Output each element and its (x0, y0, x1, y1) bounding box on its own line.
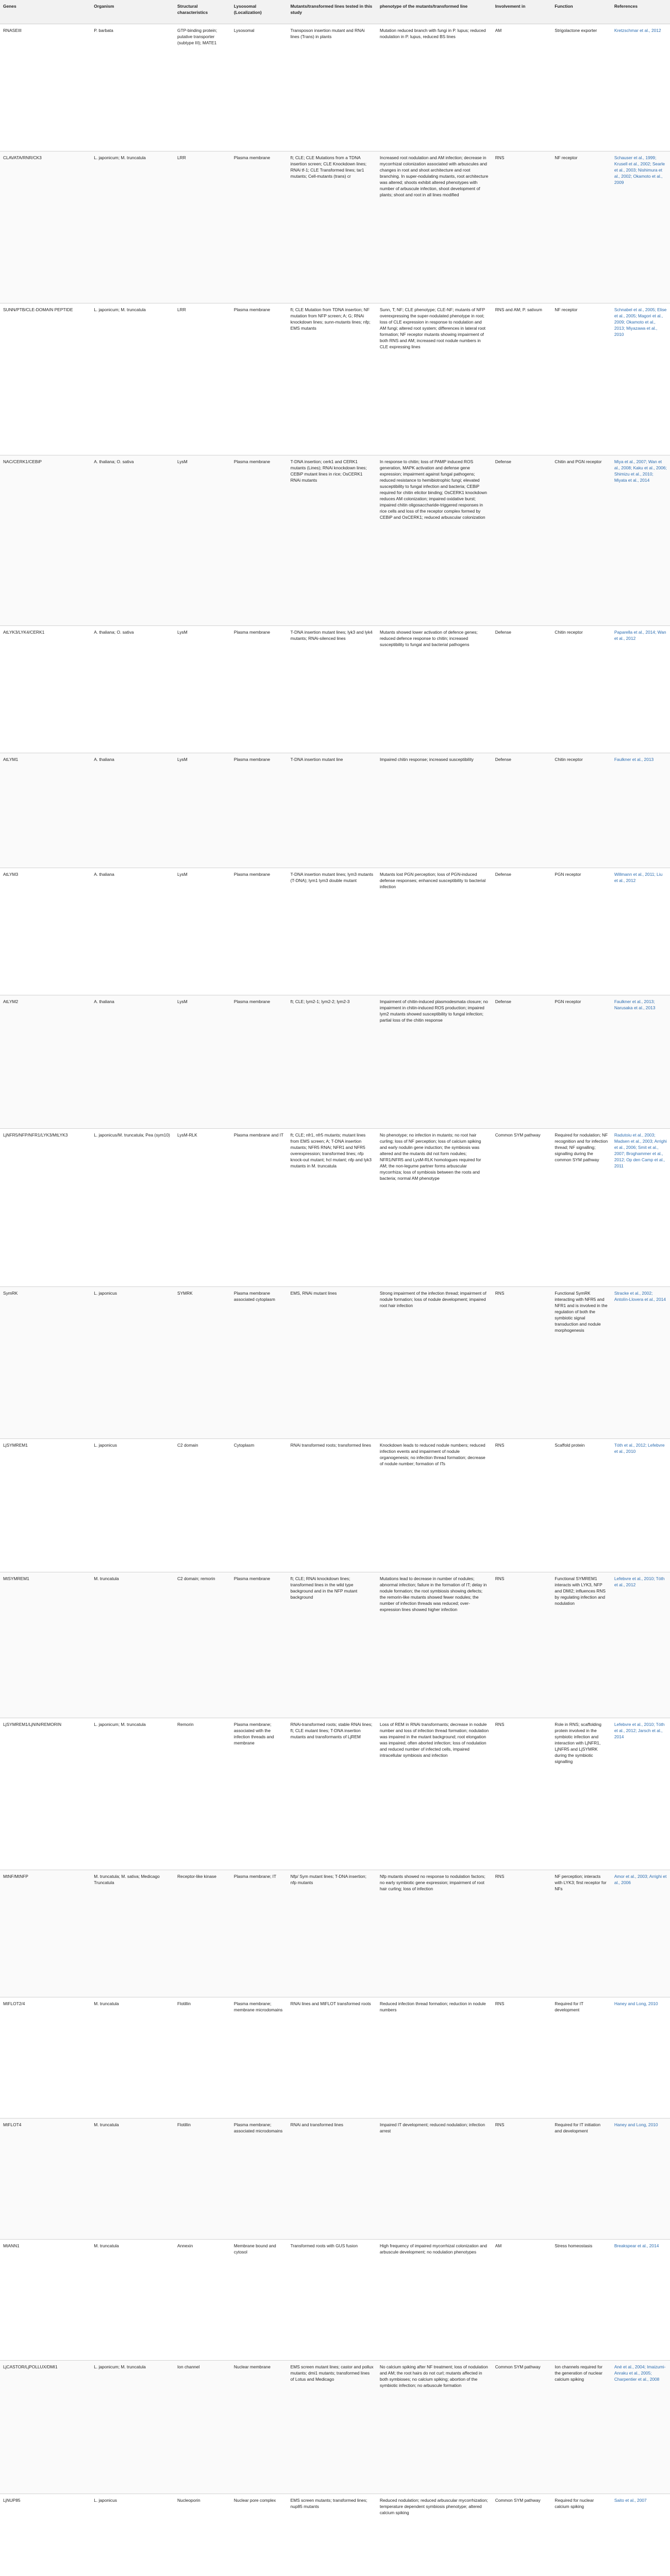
phenotype-cell: Mutations lead to decrease in number of nodules; abnormal infection; failure in the formation of IT; delay in nodule formation; the root symbiosis showing defects; the remorin-like mutants showed fewer nodules; the number of infection threads was reduced; over-expression lines showed higher infection (377, 1572, 492, 1718)
table-row (0, 753, 670, 868)
references-cell[interactable]: Willmann et al., 2011; Liu et al., 2012 (611, 868, 670, 995)
structure-cell: LysM (174, 455, 231, 626)
function-cell: Scaffold protein (551, 1439, 611, 1572)
structure-cell: Nucleoporin (174, 2494, 231, 2576)
function-cell: Chitin receptor (551, 626, 611, 753)
function-cell: NF receptor (551, 303, 611, 455)
function-cell: Required for nodulation; NF recognition and for infection thread; NF signalling; signalling during the common SYM pathway (551, 1129, 611, 1287)
mutants-cell: Transformed roots with GUS fusion (288, 2240, 377, 2361)
column-header: References (611, 0, 670, 24)
references-cell[interactable]: Faulkner et al., 2013; Narusaka et al., 2013 (611, 995, 670, 1129)
function-cell: Required for IT development (551, 1997, 611, 2119)
phenotype-cell: Impaired IT development; reduced nodulation; infection arrest (377, 2119, 492, 2240)
phenotype-cell: Mutants lost PGN perception; loss of PGN-induced defense responses; enhanced susceptibility to bacterial infection (377, 868, 492, 995)
localization-cell: Membrane bound and cytosol (231, 2240, 288, 2361)
structure-cell: Remorin (174, 1718, 231, 1870)
table-row (0, 303, 670, 455)
gene-cell: LjNUP85 (0, 2494, 91, 2576)
phenotype-cell: Impaired chitin response; increased susceptibility (377, 753, 492, 868)
column-header: Lysosomal (Localization) (231, 0, 288, 24)
references-cell[interactable]: Saito et al., 2007 (611, 2494, 670, 2576)
mutants-cell: T-DNA insertion; cerk1 and CERK1 mutants (Lines); RNAi knockdown lines; CEBiP mutant lines in rice; OsCERK1 RNAi mutants (288, 455, 377, 626)
references-cell[interactable]: Miya et al., 2007; Wan et al., 2008; Kaku et al., 2006; Shimizu et al., 2010; Miyata et al., 2014 (611, 455, 670, 626)
localization-cell: Lysosomal (231, 24, 288, 151)
localization-cell: Nuclear pore complex (231, 2494, 288, 2576)
references-cell[interactable]: Lefebvre et al., 2010; Tóth et al., 2012 (611, 1572, 670, 1718)
structure-cell: C2 domain; remorin (174, 1572, 231, 1718)
table-row (0, 1718, 670, 1870)
structure-cell: SYMRK (174, 1287, 231, 1439)
references-cell[interactable]: Stracke et al., 2002; Antolín-Llovera et al., 2014 (611, 1287, 670, 1439)
column-header: Mutants/transformed lines tested in this study (288, 0, 377, 24)
mutants-cell: EMS screen mutant lines; castor and pollux mutants; dmi1 mutants; transformed lines of Lotus and Medicago (288, 2361, 377, 2494)
structure-cell: Receptor-like kinase (174, 1870, 231, 1997)
gene-cell: LjSYMREM1 (0, 1439, 91, 1572)
mutants-cell: EMS screen mutants; transformed lines; nup85 mutants (288, 2494, 377, 2576)
phenotype-cell: Sunn, T; NF; CLE phenotype; CLE-NF; mutants of NFP overexpressing the super-nodulated phenotype in root; loss of CLE expression in response to nodulation and AM fungi; altered root system; differences in lateral root formation; NF receptor mutants showing impairment of both RNS and AM; increased root nodule numbers in CLE expressing lines (377, 303, 492, 455)
structure-cell: LysM (174, 995, 231, 1129)
references-cell[interactable]: Kretzschmar et al., 2012 (611, 24, 670, 151)
organism-cell: L. japonicus (91, 1287, 174, 1439)
mutants-cell: ft; CLE; nfr1, nfr5 mutants; mutant lines from EMS screen; A; T-DNA insertion mutants; NFR5 RNAi; NFR1 and NFR5 overexpression; transformed lines; nfp knock-out mutant; hcl mutant; nfp and lyk3 mutants in M. truncatula (288, 1129, 377, 1287)
references-cell[interactable]: Haney and Long, 2010 (611, 2119, 670, 2240)
involvement-cell: Defense (492, 995, 552, 1129)
localization-cell: Nuclear membrane (231, 2361, 288, 2494)
function-cell: Ion channels required for the generation of nuclear calcium spiking (551, 2361, 611, 2494)
involvement-cell: Common SYM pathway (492, 1129, 552, 1287)
structure-cell: C2 domain (174, 1439, 231, 1572)
organism-cell: M. truncatula (91, 2119, 174, 2240)
involvement-cell: RNS (492, 1572, 552, 1718)
involvement-cell: Common SYM pathway (492, 2361, 552, 2494)
structure-cell: LRR (174, 151, 231, 303)
involvement-cell: RNS (492, 1718, 552, 1870)
mutants-cell: Nfp/ Sym mutant lines; T-DNA insertion; nfp mutants (288, 1870, 377, 1997)
column-header: Genes (0, 0, 91, 24)
involvement-cell: RNS (492, 1870, 552, 1997)
phenotype-cell: High frequency of impaired mycorrhizal colonization and arbuscule development; no nodulation phenotypes (377, 2240, 492, 2361)
organism-cell: M. truncatula; M. sativa; Medicago Truncatula (91, 1870, 174, 1997)
localization-cell: Plasma membrane (231, 753, 288, 868)
organism-cell: L. japonicum; M. truncatula (91, 151, 174, 303)
structure-cell: LysM (174, 626, 231, 753)
phenotype-cell: Knockdown leads to reduced nodule numbers; reduced infection events and impairment of nodule organogenesis; no infection thread formation; decrease of nodule number; formation of ITs (377, 1439, 492, 1572)
gene-cell: LjNFR5/NFP/NFR1/LYK3/MtLYK3 (0, 1129, 91, 1287)
organism-cell: L. japonicum; M. truncatula (91, 1718, 174, 1870)
column-header: Structural characteristics (174, 0, 231, 24)
column-header: Function (551, 0, 611, 24)
localization-cell: Plasma membrane (231, 455, 288, 626)
function-cell: NF receptor (551, 151, 611, 303)
gene-cell: AtLYM2 (0, 995, 91, 1129)
phenotype-cell: In response to chitin; loss of PAMP induced ROS generation, MAPK activation and defense gene expression; impairment against fungal pathogens; reduced resistance to hemibiotrophic fungi; elevated susceptibility to fungal infection and bacteria; CEBiP required for chitin elicitor binding; OsCERK1 knockdown reduces AM colonization; impaired oxidative burst; impaired chitin oligosaccharide-triggered responses in rice cells and loss of the receptor complex formed by CEBiP and OsCERK1; reduced arbuscular colonization (377, 455, 492, 626)
references-cell[interactable]: Amor et al., 2003; Arrighi et al., 2006 (611, 1870, 670, 1997)
involvement-cell: Defense (492, 626, 552, 753)
involvement-cell: RNS (492, 2119, 552, 2240)
gene-cell: MtANN1 (0, 2240, 91, 2361)
organism-cell: A. thaliana (91, 868, 174, 995)
involvement-cell: Defense (492, 753, 552, 868)
references-cell[interactable]: Schauser et al., 1999; Krusell et al., 2002; Searle et al., 2003; Nishimura et al., 2002; Okamoto et al., 2009 (611, 151, 670, 303)
phenotype-cell: Nfp mutants showed no response to nodulation factors; no early symbiotic gene expression; impairment of root hair curling; loss of infection (377, 1870, 492, 1997)
structure-cell: LRR (174, 303, 231, 455)
function-cell: Stress homeostasis (551, 2240, 611, 2361)
gene-cell: AtLYK3/LYK4/CERK1 (0, 626, 91, 753)
references-cell[interactable]: Haney and Long, 2010 (611, 1997, 670, 2119)
gene-cell: LjCASTOR/LjPOLLUX/DMI1 (0, 2361, 91, 2494)
column-header: phenotype of the mutants/transformed line (377, 0, 492, 24)
involvement-cell: RNS (492, 151, 552, 303)
table-row (0, 1997, 670, 2119)
localization-cell: Plasma membrane; membrane microdomains (231, 1997, 288, 2119)
structure-cell: Flotillin (174, 2119, 231, 2240)
structure-cell: LysM-RLK (174, 1129, 231, 1287)
localization-cell: Plasma membrane and IT (231, 1129, 288, 1287)
table-header (0, 0, 670, 24)
references-cell[interactable]: Faulkner et al., 2013 (611, 753, 670, 868)
mutants-cell: RNAi lines and MtFLOT transformed roots (288, 1997, 377, 2119)
table-row (0, 1572, 670, 1718)
function-cell: NF perception; interacts with LYK3; first receptor for NFs (551, 1870, 611, 1997)
localization-cell: Plasma membrane (231, 1572, 288, 1718)
gene-cell: MtFLOT2/4 (0, 1997, 91, 2119)
function-cell: PGN receptor (551, 868, 611, 995)
mutants-cell: RNAi transformed roots; transformed lines (288, 1439, 377, 1572)
mutants-cell: T-DNA insertion mutant lines; lym3 mutants (T-DNA); lym1 lym3 double mutant (288, 868, 377, 995)
table-body (0, 24, 670, 2576)
localization-cell: Plasma membrane; associated with the infection threads and membrane (231, 1718, 288, 1870)
function-cell: Required for IT initiation and development (551, 2119, 611, 2240)
table-row (0, 2361, 670, 2494)
function-cell: PGN receptor (551, 995, 611, 1129)
mutants-cell: ft; CLE; RNAi knockdown lines; transformed lines in the wild type background and in the NFP mutant background (288, 1572, 377, 1718)
function-cell: Functional SYMREM1 interacts with LYK3, NFP and DMI2; influences RNS by regulating infection and nodulation (551, 1572, 611, 1718)
localization-cell: Cytoplasm (231, 1439, 288, 1572)
mutants-cell: Transposon insertion mutant and RNAi lines (Trans) in plants (288, 24, 377, 151)
localization-cell: Plasma membrane (231, 303, 288, 455)
table-row (0, 868, 670, 995)
gene-cell: NAC/CERK1/CEBiP (0, 455, 91, 626)
organism-cell: L. japonicus (91, 2494, 174, 2576)
organism-cell: A. thaliana (91, 753, 174, 868)
table-row (0, 1129, 670, 1287)
organism-cell: M. truncatula (91, 1997, 174, 2119)
function-cell: Strigolactone exporter (551, 24, 611, 151)
organism-cell: P. barbata (91, 24, 174, 151)
structure-cell: LysM (174, 753, 231, 868)
organism-cell: A. thaliana (91, 995, 174, 1129)
mutants-cell: T-DNA insertion mutant lines; lyk3 and lyk4 mutants; RNAi-silenced lines (288, 626, 377, 753)
gene-cell: RNASEIII (0, 24, 91, 151)
involvement-cell: RNS and AM; P. sativum (492, 303, 552, 455)
mutants-cell: T-DNA insertion mutant line (288, 753, 377, 868)
gene-cell: LjSYMREM1/LjNIN/REMORIN (0, 1718, 91, 1870)
localization-cell: Plasma membrane associated cytoplasm (231, 1287, 288, 1439)
table-row (0, 1870, 670, 1997)
table-row (0, 2119, 670, 2240)
phenotype-cell: No calcium spiking after NF treatment; loss of nodulation and AM; the root hairs do not curl; mutants affected in both symbioses; no calcium spiking; abortion of the symbiotic infection; no arbuscule formation (377, 2361, 492, 2494)
column-header: Involvement in (492, 0, 552, 24)
mutants-cell: ft; CLE Mutation from TDNA insertion; NF mutation from NFP screen; A; G; RNAi knockdown lines; sunn-mutants lines; nfp; EMS mutants (288, 303, 377, 455)
table-row (0, 1287, 670, 1439)
localization-cell: Plasma membrane (231, 626, 288, 753)
organism-cell: L. japonicum; M. truncatula (91, 2361, 174, 2494)
gene-cell: AtLYM1 (0, 753, 91, 868)
localization-cell: Plasma membrane (231, 868, 288, 995)
references-cell[interactable]: Radutoiu et al., 2003; Madsen et al., 2003; Arrighi et al., 2006; Smit et al., 2007; Broghammer et al., 2012; Op den Camp et al., 2011 (611, 1129, 670, 1287)
structure-cell: Flotillin (174, 1997, 231, 2119)
localization-cell: Plasma membrane (231, 995, 288, 1129)
organism-cell: M. truncatula (91, 2240, 174, 2361)
mutants-cell: EMS, RNAi mutant lines (288, 1287, 377, 1439)
phenotype-cell: Loss of REM in RNAi transformants; decrease in nodule number and loss of infection thread formation; nodulation was impaired in the mutant background; root elongation was impaired; often aborted infection; loss of nodulation and reduced number of infected cells, impaired intracellular symbiosis and infection (377, 1718, 492, 1870)
organism-cell: A. thaliana; O. sativa (91, 455, 174, 626)
function-cell: Chitin receptor (551, 753, 611, 868)
table-row (0, 455, 670, 626)
gene-cell: SymRK (0, 1287, 91, 1439)
phenotype-cell: Mutation reduced branch with fungi in P. lupus; reduced nodulation in P. lupus, reduced BS lines (377, 24, 492, 151)
gene-cell: AtLYM3 (0, 868, 91, 995)
involvement-cell: Defense (492, 455, 552, 626)
mutants-cell: ft; CLE; lym2-1; lym2-2; lym2-3 (288, 995, 377, 1129)
phenotype-cell: Reduced infection thread formation; reduction in nodule numbers (377, 1997, 492, 2119)
mutants-cell: ft; CLE; CLE Mutations from a TDNA insertion screen; CLE Knockdown lines; RNAi tf-1; CLE Transformed lines; tar1 mutants; Cell-mutants (trans) cr (288, 151, 377, 303)
structure-cell: Annexin (174, 2240, 231, 2361)
organism-cell: M. truncatula (91, 1572, 174, 1718)
involvement-cell: RNS (492, 1997, 552, 2119)
references-cell[interactable]: Breakspear et al., 2014 (611, 2240, 670, 2361)
structure-cell: LysM (174, 868, 231, 995)
function-cell: Required for nuclear calcium spiking (551, 2494, 611, 2576)
phenotype-cell: Impairment of chitin-induced plasmodesmata closure; no impairment in chitin-induced ROS production; impaired lym2 mutants showed susceptibility to fungal infection; partial loss of the chitin response (377, 995, 492, 1129)
organism-cell: L. japonicus (91, 1439, 174, 1572)
phenotype-cell: Mutants showed lower activation of defence genes; reduced defence response to chitin; increased susceptibility to fungal and bacterial pathogens (377, 626, 492, 753)
organism-cell: A. thaliana; O. sativa (91, 626, 174, 753)
involvement-cell: AM (492, 2240, 552, 2361)
references-cell[interactable]: Schnabel et al., 2005; Elise et al., 2005; Magori et al., 2009; Okamoto et al., 2013; Miyazawa et al., 2010 (611, 303, 670, 455)
references-cell[interactable]: Paparella et al., 2014; Wan et al., 2012 (611, 626, 670, 753)
gene-cell: MtNF/MtNFP (0, 1870, 91, 1997)
involvement-cell: Defense (492, 868, 552, 995)
mutants-cell: RNAi-transformed roots; stable RNAi lines; ft; CLE mutant lines; T-DNA insertion mutants and transformants of LjREM (288, 1718, 377, 1870)
gene-cell: MtSYMREM1 (0, 1572, 91, 1718)
function-cell: Role in RNS; scaffolding protein involved in the symbiotic infection and interaction with LjNFR1, LjNFR5 and LjSYMRK during the symbiotic signalling (551, 1718, 611, 1870)
table-row (0, 24, 670, 151)
references-cell[interactable]: Tóth et al., 2012; Lefebvre et al., 2010 (611, 1439, 670, 1572)
function-cell: Chitin and PGN receptor (551, 455, 611, 626)
involvement-cell: Common SYM pathway (492, 2494, 552, 2576)
references-cell[interactable]: Lefebvre et al., 2010; Tóth et al., 2012; Jarsch et al., 2014 (611, 1718, 670, 1870)
localization-cell: Plasma membrane; associated microdomains (231, 2119, 288, 2240)
gene-cell: MtFLOT4 (0, 2119, 91, 2240)
table-row (0, 151, 670, 303)
table-row (0, 995, 670, 1129)
column-header: Organism (91, 0, 174, 24)
table-row (0, 2240, 670, 2361)
phenotype-cell: Reduced nodulation; reduced arbuscular mycorrhization; temperature dependent symbiosis phenotype; altered calcium spiking (377, 2494, 492, 2576)
organism-cell: L. japonicum; M. truncatula (91, 303, 174, 455)
function-cell: Functional SymRK interacting with NFR5 and NFR1 and is involved in the regulation of both the symbiotic signal transduction and nodule morphogenesis (551, 1287, 611, 1439)
table-row (0, 1439, 670, 1572)
involvement-cell: AM (492, 24, 552, 151)
localization-cell: Plasma membrane; IT (231, 1870, 288, 1997)
table-row (0, 2494, 670, 2576)
structure-cell: GTP-binding protein; putative transporter (subtype III); MATE1 (174, 24, 231, 151)
gene-cell: CLAVATA/RNR/CK3 (0, 151, 91, 303)
phenotype-cell: No phenotype; no infection in mutants; no root hair curling; loss of NF perception; loss of calcium spiking and early nodulin gene induction; the symbiosis was altered and the mutants did not form nodules; NFR1/NFR5 and LysM-RLK homologues required for AM; the non-legume partner forms arbuscular mycorrhiza; loss of symbiosis between the roots and bacteria; normal AM phenotype (377, 1129, 492, 1287)
organism-cell: L. japonicus/M. truncatula; Pea (sym10) (91, 1129, 174, 1287)
localization-cell: Plasma membrane (231, 151, 288, 303)
table-row (0, 626, 670, 753)
header-row (0, 0, 670, 24)
involvement-cell: RNS (492, 1439, 552, 1572)
phenotype-cell: Increased root nodulation and AM infection; decrease in mycorrhizal colonization associated with arbuscules and changes in root and shoot architecture and root branching. In super-nodulating mutants, root architecture was altered; shoots exhibit altered phenotypes with number of arbuscule infection, shoot development of plants; shoot and root in all lines modified (377, 151, 492, 303)
mutants-cell: RNAi and transformed lines (288, 2119, 377, 2240)
structure-cell: Ion channel (174, 2361, 231, 2494)
phenotype-cell: Strong impairment of the infection thread; impairment of nodule formation; loss of nodule development; impaired root hair infection (377, 1287, 492, 1439)
involvement-cell: RNS (492, 1287, 552, 1439)
gene-cell: SUNN/PTB/CLE-DOMAIN PEPTIDE (0, 303, 91, 455)
references-cell[interactable]: Ané et al., 2004; Imaizumi-Anraku et al., 2005; Charpentier et al., 2008 (611, 2361, 670, 2494)
